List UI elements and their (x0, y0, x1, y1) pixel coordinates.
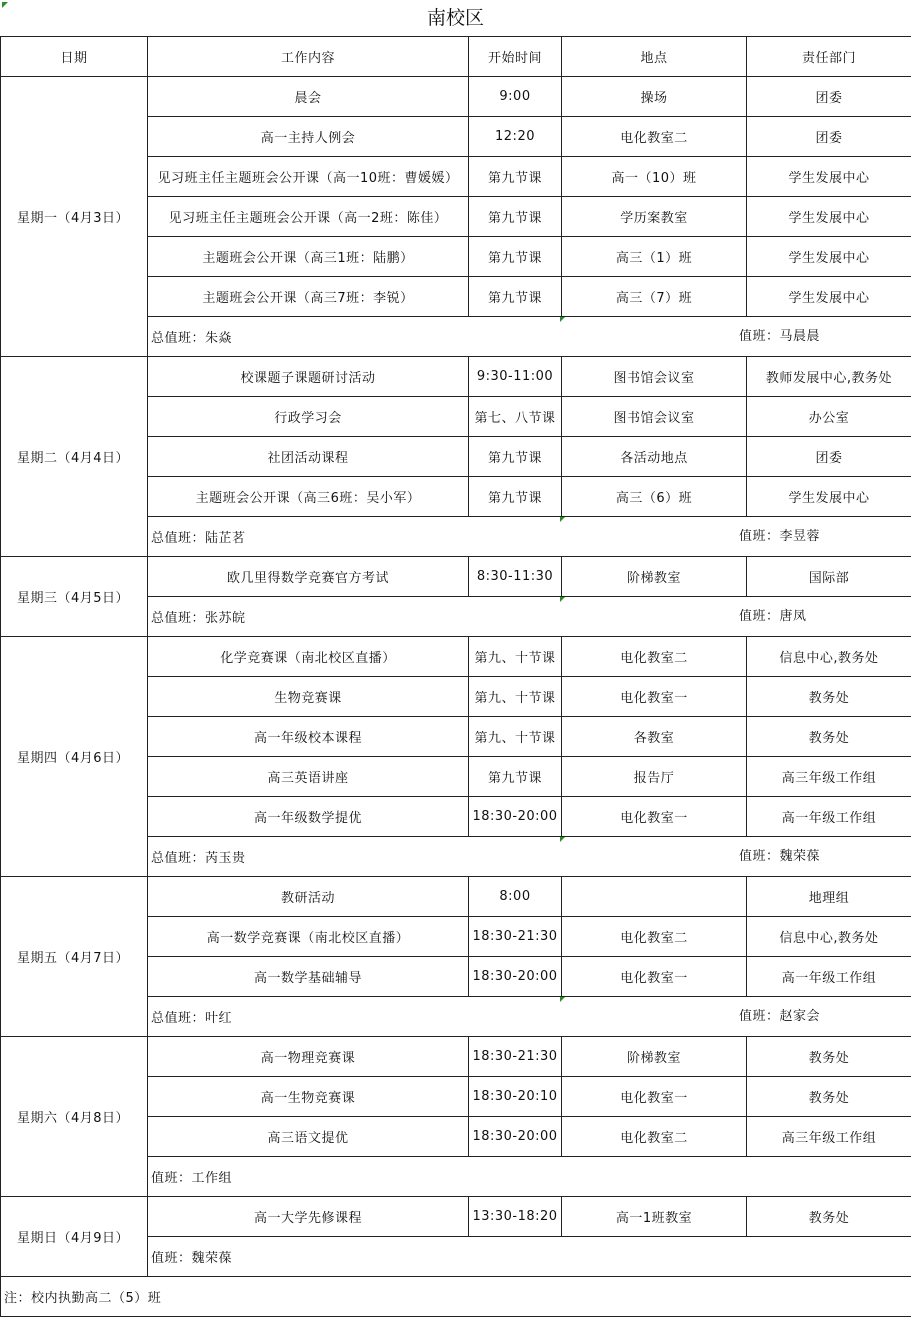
duty-secondary: 值班：赵家会 (739, 1009, 821, 1024)
table-row (1, 77, 911, 117)
duty-cell (148, 1157, 911, 1197)
table-row (1, 1197, 911, 1237)
event-time: 第九节课 (469, 237, 562, 277)
event-department: 信息中心,教务处 (747, 917, 911, 957)
duty-cell (148, 837, 911, 877)
event-department: 教务处 (747, 1037, 911, 1077)
event-content: 高三语文提优 (148, 1117, 469, 1157)
event-department: 学生发展中心 (747, 237, 911, 277)
cell-marker (560, 317, 565, 322)
event-location: 阶梯教室 (562, 1037, 747, 1077)
event-content: 主题班会公开课（高三7班：李锐） (148, 277, 469, 317)
day-cell: 星期五（4月7日） (1, 877, 148, 1037)
event-content: 欧几里得数学竞赛官方考试 (148, 557, 469, 597)
event-department: 团委 (747, 117, 911, 157)
duty-cell (148, 1237, 911, 1277)
event-content: 晨会 (148, 77, 469, 117)
event-department: 教师发展中心,教务处 (747, 357, 911, 397)
event-time: 9:30-11:00 (469, 357, 562, 397)
event-location: 图书馆会议室 (562, 397, 747, 437)
event-location: 操场 (562, 77, 747, 117)
header-start-time: 开始时间 (469, 37, 562, 77)
header-department: 责任部门 (747, 37, 911, 77)
event-location: 电化教室二 (562, 637, 747, 677)
event-department: 学生发展中心 (747, 157, 911, 197)
event-location: 电化教室二 (562, 117, 747, 157)
event-content: 高一数学竞赛课（南北校区直播） (148, 917, 469, 957)
event-content: 高一生物竞赛课 (148, 1077, 469, 1117)
event-location: 电化教室二 (562, 1117, 747, 1157)
header-row (1, 37, 911, 77)
event-location: 高一1班教室 (562, 1197, 747, 1237)
event-time: 第七、八节课 (469, 397, 562, 437)
event-department: 国际部 (747, 557, 911, 597)
table-row (1, 357, 911, 397)
event-location: 电化教室一 (562, 1077, 747, 1117)
event-content: 高一年级数学提优 (148, 797, 469, 837)
event-content: 见习班主任主题班会公开课（高一2班：陈佳） (148, 197, 469, 237)
day-cell: 星期二（4月4日） (1, 357, 148, 557)
table-row (1, 1037, 911, 1077)
header-location: 地点 (562, 37, 747, 77)
event-time: 第九节课 (469, 197, 562, 237)
event-department: 高一年级工作组 (747, 957, 911, 997)
event-time: 第九节课 (469, 477, 562, 517)
day-cell: 星期日（4月9日） (1, 1197, 148, 1277)
event-department: 学生发展中心 (747, 477, 911, 517)
event-department: 教务处 (747, 717, 911, 757)
event-department: 高一年级工作组 (747, 797, 911, 837)
event-content: 见习班主任主题班会公开课（高一10班：曹媛媛） (148, 157, 469, 197)
event-time: 第九、十节课 (469, 677, 562, 717)
duty-secondary: 值班：魏荣葆 (739, 849, 821, 864)
event-time: 第九节课 (469, 277, 562, 317)
event-location: 各活动地点 (562, 437, 747, 477)
event-location: 报告厅 (562, 757, 747, 797)
table-row (1, 877, 911, 917)
event-content: 主题班会公开课（高三6班：吴小军） (148, 477, 469, 517)
event-time: 18:30-21:30 (469, 1037, 562, 1077)
duty-primary: 值班：工作组 (151, 1171, 233, 1186)
event-time: 18:30-20:00 (469, 797, 562, 837)
duty-cell (148, 317, 911, 357)
event-location: 高三（1）班 (562, 237, 747, 277)
event-time: 13:30-18:20 (469, 1197, 562, 1237)
event-location: 各教室 (562, 717, 747, 757)
day-cell: 星期四（4月6日） (1, 637, 148, 877)
day-cell: 星期三（4月5日） (1, 557, 148, 637)
event-department: 团委 (747, 77, 911, 117)
event-time: 12:20 (469, 117, 562, 157)
duty-secondary: 值班：李昱蓉 (739, 529, 821, 544)
event-time: 第九节课 (469, 757, 562, 797)
event-department: 高三年级工作组 (747, 757, 911, 797)
event-location: 电化教室二 (562, 917, 747, 957)
table-row (1, 557, 911, 597)
header-date: 日期 (1, 37, 148, 77)
duty-primary: 总值班：朱焱 (151, 331, 233, 346)
duty-primary: 值班：魏荣葆 (151, 1251, 233, 1266)
event-location: 电化教室一 (562, 797, 747, 837)
event-content: 高一主持人例会 (148, 117, 469, 157)
day-cell: 星期六（4月8日） (1, 1037, 148, 1197)
event-content: 生物竞赛课 (148, 677, 469, 717)
event-department: 教务处 (747, 1197, 911, 1237)
event-time: 18:30-20:00 (469, 957, 562, 997)
duty-cell (148, 597, 911, 637)
duty-primary: 总值班：芮玉贵 (151, 851, 246, 866)
duty-secondary: 值班：马晨晨 (739, 329, 821, 344)
event-department: 教务处 (747, 1077, 911, 1117)
duty-cell (148, 997, 911, 1037)
event-content: 高一年级校本课程 (148, 717, 469, 757)
event-location: 高三（7）班 (562, 277, 747, 317)
event-location: 电化教室一 (562, 677, 747, 717)
event-time: 第九、十节课 (469, 637, 562, 677)
event-location: 高一（10）班 (562, 157, 747, 197)
event-location: 高三（6）班 (562, 477, 747, 517)
header-content: 工作内容 (148, 37, 469, 77)
event-content: 教研活动 (148, 877, 469, 917)
event-department: 地理组 (747, 877, 911, 917)
event-department: 团委 (747, 437, 911, 477)
event-content: 高一物理竞赛课 (148, 1037, 469, 1077)
duty-primary: 总值班：叶红 (151, 1011, 233, 1026)
duty-secondary: 值班：唐凤 (739, 609, 807, 624)
event-time: 第九、十节课 (469, 717, 562, 757)
event-department: 信息中心,教务处 (747, 637, 911, 677)
event-location: 阶梯教室 (562, 557, 747, 597)
table-row (1, 637, 911, 677)
event-content: 行政学习会 (148, 397, 469, 437)
event-time: 第九节课 (469, 157, 562, 197)
event-time: 18:30-21:30 (469, 917, 562, 957)
event-time: 9:00 (469, 77, 562, 117)
event-department: 办公室 (747, 397, 911, 437)
event-time: 第九节课 (469, 437, 562, 477)
event-content: 高一数学基础辅导 (148, 957, 469, 997)
note-cell: 注：校内执勤高二（5）班 (1, 1277, 911, 1317)
event-time: 8:30-11:30 (469, 557, 562, 597)
cell-marker (560, 997, 565, 1002)
event-content: 高一大学先修课程 (148, 1197, 469, 1237)
event-location: 电化教室一 (562, 957, 747, 997)
cell-marker (560, 597, 565, 602)
event-time: 18:30-20:10 (469, 1077, 562, 1117)
duty-primary: 总值班：张苏皖 (151, 611, 246, 626)
day-cell: 星期一（4月3日） (1, 77, 148, 357)
duty-primary: 总值班：陆芷茗 (151, 531, 246, 546)
event-department: 学生发展中心 (747, 197, 911, 237)
event-content: 化学竞赛课（南北校区直播） (148, 637, 469, 677)
duty-cell (148, 517, 911, 557)
schedule-table (0, 36, 911, 1317)
cell-marker (560, 837, 565, 842)
event-location: 学历案教室 (562, 197, 747, 237)
event-time: 18:30-20:00 (469, 1117, 562, 1157)
event-content: 主题班会公开课（高三1班：陆鹏） (148, 237, 469, 277)
event-content: 高三英语讲座 (148, 757, 469, 797)
event-location (562, 877, 747, 917)
event-department: 学生发展中心 (747, 277, 911, 317)
event-time: 8:00 (469, 877, 562, 917)
event-location: 图书馆会议室 (562, 357, 747, 397)
event-department: 教务处 (747, 677, 911, 717)
event-content: 校课题子课题研讨活动 (148, 357, 469, 397)
note-row (1, 1277, 911, 1317)
event-content: 社团活动课程 (148, 437, 469, 477)
event-department: 高三年级工作组 (747, 1117, 911, 1157)
cell-marker (560, 517, 565, 522)
page-title: 南校区 (426, 7, 484, 29)
